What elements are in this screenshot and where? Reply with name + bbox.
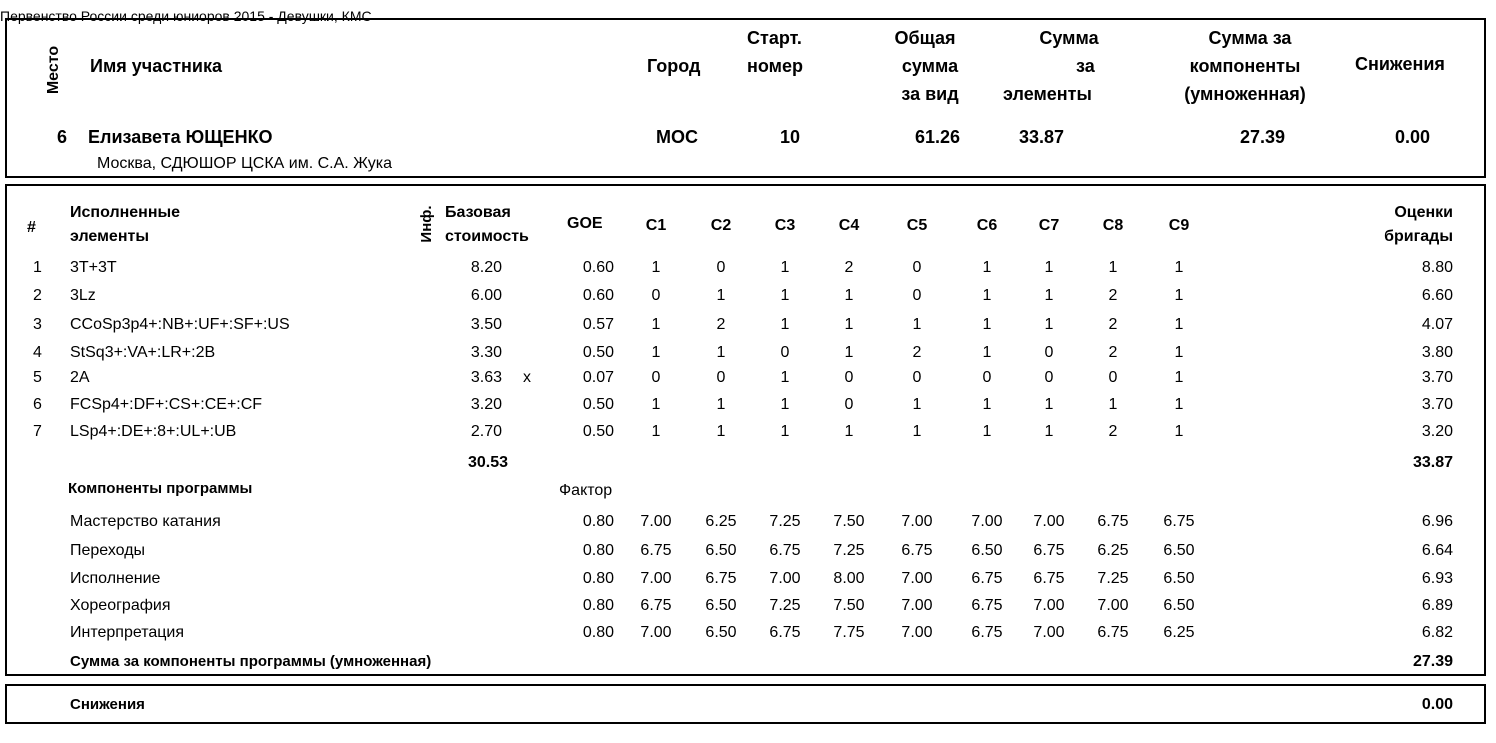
tes-header-3: элементы bbox=[1003, 84, 1092, 104]
total-header-1: Общая bbox=[894, 28, 956, 48]
component-judge-score: 6.75 bbox=[1097, 624, 1129, 641]
judge-header-9: C9 bbox=[1168, 217, 1190, 234]
components-sum: 27.39 bbox=[1412, 653, 1453, 670]
element-judge-score: 1 bbox=[1174, 259, 1184, 276]
elements-total: 33.87 bbox=[1412, 454, 1453, 471]
element-judge-score: 1 bbox=[651, 316, 661, 333]
element-judge-score: 1 bbox=[1044, 259, 1054, 276]
component-judge-score: 6.75 bbox=[1033, 570, 1065, 587]
element-judge-score: 1 bbox=[1108, 259, 1118, 276]
element-judge-score: 1 bbox=[844, 423, 854, 440]
element-judge-score: 1 bbox=[780, 316, 790, 333]
element-goe: 0.50 bbox=[582, 344, 614, 361]
goe-header: GOE bbox=[567, 215, 603, 232]
base-header-2: стоимость bbox=[445, 228, 529, 245]
element-name: 3Lz bbox=[70, 287, 96, 304]
deductions-header: Снижения bbox=[1355, 54, 1445, 74]
element-judge-score: 1 bbox=[982, 396, 992, 413]
component-judge-score: 6.75 bbox=[901, 542, 933, 559]
element-judge-score: 0 bbox=[912, 259, 922, 276]
element-judge-score: 1 bbox=[780, 259, 790, 276]
place-header: Место bbox=[45, 45, 62, 95]
component-judge-score: 7.00 bbox=[901, 597, 933, 614]
component-judge-score: 7.00 bbox=[1033, 513, 1065, 530]
element-judge-score: 1 bbox=[1044, 423, 1054, 440]
skater-place: 6 bbox=[57, 127, 68, 147]
pcs-header-1: Сумма за bbox=[1208, 28, 1292, 48]
element-score: 4.07 bbox=[1421, 316, 1453, 333]
element-score: 3.80 bbox=[1421, 344, 1453, 361]
judge-header-2: C2 bbox=[710, 217, 732, 234]
tes-header-1: Сумма bbox=[1039, 28, 1099, 48]
element-judge-score: 1 bbox=[1174, 287, 1184, 304]
element-judge-score: 1 bbox=[982, 287, 992, 304]
component-judge-score: 6.50 bbox=[1163, 570, 1195, 587]
element-goe: 0.50 bbox=[582, 423, 614, 440]
element-base: 8.20 bbox=[470, 259, 502, 276]
component-judge-score: 6.50 bbox=[971, 542, 1003, 559]
component-name: Хореография bbox=[70, 597, 171, 614]
element-goe: 0.60 bbox=[582, 259, 614, 276]
score-header-2: бригады bbox=[1384, 228, 1453, 245]
element-base: 3.20 bbox=[470, 396, 502, 413]
component-judge-score: 6.50 bbox=[705, 624, 737, 641]
judge-header-3: C3 bbox=[774, 217, 796, 234]
component-judge-score: 6.50 bbox=[1163, 597, 1195, 614]
elements-header-2: элементы bbox=[70, 228, 149, 245]
event-title: Первенство России среди юниоров 2015 - Девушки, КМС bbox=[0, 8, 372, 24]
element-judge-score: 1 bbox=[982, 316, 992, 333]
element-judge-score: 2 bbox=[716, 316, 726, 333]
component-judge-score: 6.25 bbox=[705, 513, 737, 530]
element-score: 3.70 bbox=[1421, 369, 1453, 386]
element-num: 3 bbox=[33, 316, 42, 333]
skater-start: 10 bbox=[780, 127, 801, 147]
component-judge-score: 6.25 bbox=[1163, 624, 1195, 641]
component-judge-score: 7.00 bbox=[901, 570, 933, 587]
element-num: 5 bbox=[33, 369, 42, 386]
element-judge-score: 1 bbox=[716, 423, 726, 440]
component-judge-score: 6.25 bbox=[1097, 542, 1129, 559]
component-judge-score: 6.75 bbox=[769, 542, 801, 559]
tes-header-2: за bbox=[1076, 56, 1095, 76]
factor-label: Фактор bbox=[559, 482, 613, 499]
element-judge-score: 1 bbox=[1108, 396, 1118, 413]
component-judge-score: 6.75 bbox=[1033, 542, 1065, 559]
base-header-1: Базовая bbox=[445, 204, 511, 221]
component-judge-score: 7.00 bbox=[769, 570, 801, 587]
component-judge-score: 7.25 bbox=[769, 513, 801, 530]
element-judge-score: 1 bbox=[780, 423, 790, 440]
component-judge-score: 7.00 bbox=[640, 570, 672, 587]
element-judge-score: 1 bbox=[844, 344, 854, 361]
city-header: Город bbox=[647, 56, 701, 76]
element-judge-score: 1 bbox=[1174, 316, 1184, 333]
element-num: 1 bbox=[33, 259, 42, 276]
start-header-1: Старт. bbox=[747, 28, 802, 48]
base-total: 30.53 bbox=[467, 454, 508, 471]
element-judge-score: 1 bbox=[1174, 344, 1184, 361]
component-name: Исполнение bbox=[70, 570, 161, 587]
element-judge-score: 0 bbox=[912, 369, 922, 386]
component-judge-score: 7.00 bbox=[1033, 624, 1065, 641]
component-score: 6.89 bbox=[1421, 597, 1453, 614]
component-judge-score: 6.75 bbox=[705, 570, 737, 587]
element-judge-score: 1 bbox=[780, 396, 790, 413]
element-base: 3.63 bbox=[470, 369, 502, 386]
element-judge-score: 0 bbox=[780, 344, 790, 361]
component-factor: 0.80 bbox=[582, 597, 614, 614]
component-factor: 0.80 bbox=[582, 624, 614, 641]
element-name: 3T+3T bbox=[70, 259, 117, 276]
element-judge-score: 0 bbox=[1044, 344, 1054, 361]
element-num: 4 bbox=[33, 344, 42, 361]
skater-tes: 33.87 bbox=[1018, 127, 1064, 147]
element-score: 3.20 bbox=[1421, 423, 1453, 440]
judge-header-1: C1 bbox=[645, 217, 667, 234]
element-judge-score: 0 bbox=[716, 369, 726, 386]
element-score: 3.70 bbox=[1421, 396, 1453, 413]
element-goe: 0.50 bbox=[582, 396, 614, 413]
element-judge-score: 1 bbox=[982, 259, 992, 276]
component-judge-score: 7.00 bbox=[1097, 597, 1129, 614]
component-judge-score: 7.00 bbox=[971, 513, 1003, 530]
component-judge-score: 7.00 bbox=[640, 513, 672, 530]
total-header-2: сумма bbox=[901, 56, 959, 76]
component-score: 6.82 bbox=[1421, 624, 1453, 641]
element-judge-score: 2 bbox=[1108, 344, 1118, 361]
total-header-3: за вид bbox=[901, 84, 959, 104]
element-judge-score: 1 bbox=[1174, 396, 1184, 413]
element-judge-score: 1 bbox=[716, 344, 726, 361]
component-judge-score: 7.75 bbox=[833, 624, 865, 641]
element-judge-score: 1 bbox=[651, 344, 661, 361]
element-name: FCSp4+:DF+:CS+:CE+:CF bbox=[70, 396, 263, 413]
judge-header-5: C5 bbox=[906, 217, 928, 234]
component-judge-score: 6.50 bbox=[1163, 542, 1195, 559]
element-info: x bbox=[523, 369, 531, 386]
element-judge-score: 1 bbox=[1174, 369, 1184, 386]
element-judge-score: 0 bbox=[1108, 369, 1118, 386]
component-judge-score: 6.50 bbox=[705, 542, 737, 559]
element-judge-score: 1 bbox=[912, 316, 922, 333]
element-base: 2.70 bbox=[470, 423, 502, 440]
element-num: 2 bbox=[33, 287, 42, 304]
score-header-1: Оценки bbox=[1394, 204, 1453, 221]
skater-pcs: 27.39 bbox=[1239, 127, 1285, 147]
element-score: 8.80 bbox=[1421, 259, 1453, 276]
component-judge-score: 6.75 bbox=[971, 624, 1003, 641]
pcs-header-2: компоненты bbox=[1189, 56, 1301, 76]
num-header: # bbox=[27, 219, 36, 236]
element-judge-score: 0 bbox=[844, 396, 854, 413]
component-judge-score: 7.00 bbox=[640, 624, 672, 641]
element-judge-score: 0 bbox=[912, 287, 922, 304]
judge-header-8: C8 bbox=[1102, 217, 1124, 234]
element-judge-score: 0 bbox=[1044, 369, 1054, 386]
component-score: 6.96 bbox=[1421, 513, 1453, 530]
component-judge-score: 8.00 bbox=[833, 570, 865, 587]
element-judge-score: 1 bbox=[716, 396, 726, 413]
element-judge-score: 1 bbox=[780, 287, 790, 304]
element-num: 6 bbox=[33, 396, 42, 413]
component-judge-score: 6.75 bbox=[1097, 513, 1129, 530]
component-judge-score: 7.25 bbox=[1097, 570, 1129, 587]
judge-header-6: C6 bbox=[976, 217, 998, 234]
component-judge-score: 6.75 bbox=[640, 597, 672, 614]
element-judge-score: 1 bbox=[1174, 423, 1184, 440]
element-base: 3.30 bbox=[470, 344, 502, 361]
element-goe: 0.07 bbox=[582, 369, 614, 386]
components-sum-label: Сумма за компоненты программы (умноженная) bbox=[70, 653, 432, 670]
component-judge-score: 7.25 bbox=[769, 597, 801, 614]
component-judge-score: 7.50 bbox=[833, 597, 865, 614]
element-name: StSq3+:VA+:LR+:2B bbox=[70, 344, 216, 361]
element-base: 3.50 bbox=[470, 316, 502, 333]
element-judge-score: 1 bbox=[780, 369, 790, 386]
component-judge-score: 6.75 bbox=[769, 624, 801, 641]
component-judge-score: 6.75 bbox=[971, 570, 1003, 587]
pcs-header-3: (умноженная) bbox=[1184, 84, 1306, 104]
component-judge-score: 6.75 bbox=[640, 542, 672, 559]
info-header: Инф. bbox=[418, 205, 435, 243]
element-num: 7 bbox=[33, 423, 42, 440]
component-judge-score: 6.75 bbox=[971, 597, 1003, 614]
component-score: 6.93 bbox=[1421, 570, 1453, 587]
element-judge-score: 1 bbox=[982, 423, 992, 440]
component-judge-score: 7.00 bbox=[1033, 597, 1065, 614]
component-name: Переходы bbox=[70, 542, 146, 559]
element-judge-score: 1 bbox=[1044, 287, 1054, 304]
deductions-value: 0.00 bbox=[1421, 696, 1453, 713]
element-judge-score: 1 bbox=[651, 259, 661, 276]
element-judge-score: 0 bbox=[844, 369, 854, 386]
skater-name: Елизавета ЮЩЕНКО bbox=[88, 127, 273, 147]
component-judge-score: 7.00 bbox=[901, 513, 933, 530]
element-judge-score: 1 bbox=[716, 287, 726, 304]
element-judge-score: 1 bbox=[651, 423, 661, 440]
element-name: CCoSp3p4+:NB+:UF+:SF+:US bbox=[70, 316, 290, 333]
element-judge-score: 1 bbox=[651, 396, 661, 413]
skater-deductions: 0.00 bbox=[1394, 127, 1430, 147]
element-base: 6.00 bbox=[470, 287, 502, 304]
component-factor: 0.80 bbox=[582, 542, 614, 559]
component-judge-score: 7.00 bbox=[901, 624, 933, 641]
element-judge-score: 0 bbox=[651, 369, 661, 386]
name-header: Имя участника bbox=[90, 56, 223, 76]
element-goe: 0.60 bbox=[582, 287, 614, 304]
element-judge-score: 1 bbox=[1044, 316, 1054, 333]
component-judge-score: 7.25 bbox=[833, 542, 865, 559]
elements-header-1: Исполненные bbox=[70, 204, 181, 221]
component-judge-score: 7.50 bbox=[833, 513, 865, 530]
skater-city: MOC bbox=[656, 127, 698, 147]
element-judge-score: 2 bbox=[1108, 287, 1118, 304]
judge-header-7: C7 bbox=[1038, 217, 1060, 234]
start-header-2: номер bbox=[747, 56, 803, 76]
component-name: Мастерство катания bbox=[70, 513, 221, 530]
element-judge-score: 0 bbox=[982, 369, 992, 386]
component-judge-score: 6.75 bbox=[1163, 513, 1195, 530]
element-name: 2A bbox=[70, 369, 90, 386]
element-judge-score: 2 bbox=[1108, 316, 1118, 333]
element-judge-score: 1 bbox=[912, 396, 922, 413]
element-judge-score: 0 bbox=[716, 259, 726, 276]
judge-header-4: C4 bbox=[838, 217, 860, 234]
deductions-label: Снижения bbox=[70, 696, 145, 713]
element-judge-score: 1 bbox=[844, 316, 854, 333]
skater-total: 61.26 bbox=[914, 127, 960, 147]
element-judge-score: 2 bbox=[1108, 423, 1118, 440]
element-judge-score: 2 bbox=[844, 259, 854, 276]
component-name: Интерпретация bbox=[70, 624, 185, 641]
element-judge-score: 1 bbox=[844, 287, 854, 304]
element-judge-score: 0 bbox=[651, 287, 661, 304]
element-judge-score: 1 bbox=[912, 423, 922, 440]
component-factor: 0.80 bbox=[582, 570, 614, 587]
component-score: 6.64 bbox=[1421, 542, 1453, 559]
component-judge-score: 6.50 bbox=[705, 597, 737, 614]
skater-club: Москва, СДЮШОР ЦСКА им. С.А. Жука bbox=[97, 155, 393, 172]
deductions-box bbox=[5, 684, 1486, 724]
element-judge-score: 1 bbox=[1044, 396, 1054, 413]
element-score: 6.60 bbox=[1421, 287, 1453, 304]
component-factor: 0.80 bbox=[582, 513, 614, 530]
element-name: LSp4+:DE+:8+:UL+:UB bbox=[70, 423, 237, 440]
element-judge-score: 1 bbox=[982, 344, 992, 361]
element-judge-score: 2 bbox=[912, 344, 922, 361]
element-goe: 0.57 bbox=[582, 316, 614, 333]
components-title: Компоненты программы bbox=[68, 480, 253, 497]
